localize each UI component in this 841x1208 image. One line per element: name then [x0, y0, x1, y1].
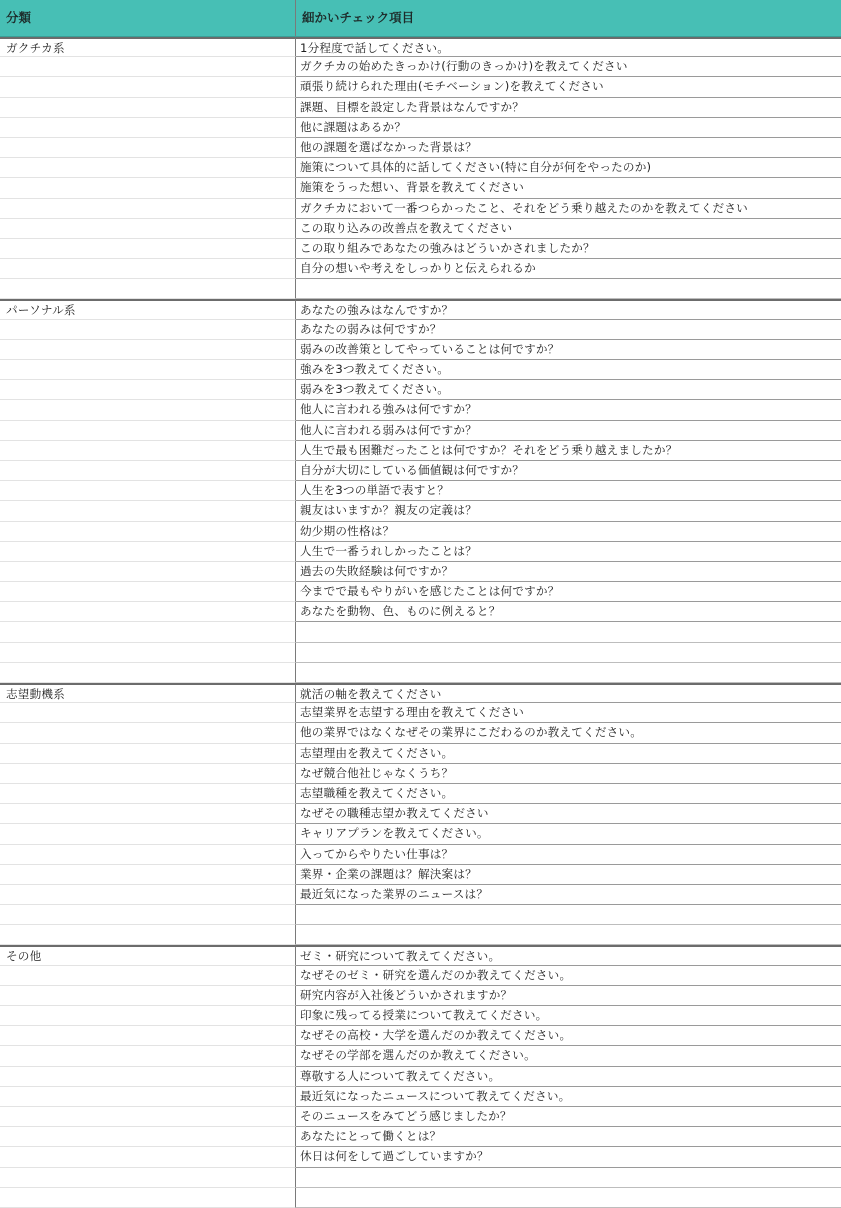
- empty-cell[interactable]: [0, 562, 296, 582]
- table-row: [0, 118, 841, 138]
- table-row: [0, 299, 841, 319]
- empty-cell[interactable]: [0, 764, 296, 784]
- check-item-cell[interactable]: 弱みを3つ教えてください。: [296, 380, 841, 400]
- header-check-items[interactable]: 細かいチェック項目: [302, 10, 415, 25]
- empty-row: [0, 925, 841, 945]
- check-item-cell[interactable]: 業界・企業の課題は？解決案は？: [296, 865, 841, 885]
- empty-cell[interactable]: [296, 1168, 841, 1188]
- check-item-cell[interactable]: ゼミ・研究について教えてください。: [296, 945, 841, 965]
- empty-cell[interactable]: [0, 441, 296, 461]
- check-item-cell[interactable]: 強みを3つ教えてください。: [296, 360, 841, 380]
- empty-cell[interactable]: [0, 966, 296, 986]
- check-item-cell[interactable]: なぜそのゼミ・研究を選んだのか教えてください。: [296, 966, 841, 986]
- check-item-cell[interactable]: 1分程度で話してください。: [296, 37, 841, 57]
- check-item-cell[interactable]: ガクチカにおいて一番つらかったこと、それをどう乗り越えたのかを教えてください: [296, 199, 841, 219]
- empty-cell[interactable]: [0, 986, 296, 1006]
- table-row: [0, 461, 841, 481]
- empty-cell[interactable]: [0, 824, 296, 844]
- empty-cell[interactable]: [296, 622, 841, 642]
- table-row: [0, 845, 841, 865]
- check-item-cell[interactable]: あなたの強みはなんですか？: [296, 299, 841, 319]
- table-row: [0, 360, 841, 380]
- check-item-cell[interactable]: 他人に言われる弱みは何ですか？: [296, 421, 841, 441]
- empty-cell[interactable]: [0, 320, 296, 340]
- empty-cell[interactable]: [0, 1147, 296, 1167]
- check-item-cell[interactable]: キャリアプランを教えてください。: [296, 824, 841, 844]
- empty-cell[interactable]: [0, 542, 296, 562]
- empty-cell[interactable]: [296, 643, 841, 663]
- empty-row: [0, 622, 841, 642]
- check-item-cell[interactable]: 人生で一番うれしかったことは？: [296, 542, 841, 562]
- empty-cell[interactable]: [296, 905, 841, 925]
- table-row: [0, 865, 841, 885]
- check-item-cell[interactable]: 人生で最も困難だったことは何ですか？それをどう乗り越えましたか？: [296, 441, 841, 461]
- header-category[interactable]: 分類: [0, 0, 296, 36]
- empty-cell[interactable]: [296, 279, 841, 299]
- table-row: [0, 340, 841, 360]
- check-item-cell[interactable]: 課題、目標を設定した背景はなんですか？: [296, 98, 841, 118]
- table-row: [0, 703, 841, 723]
- empty-cell[interactable]: [0, 1006, 296, 1026]
- table-row: [0, 57, 841, 77]
- table-row: [0, 400, 841, 420]
- empty-row: [0, 1168, 841, 1188]
- empty-cell[interactable]: [0, 138, 296, 158]
- empty-cell[interactable]: [0, 178, 296, 198]
- check-item-cell[interactable]: 自分の想いや考えをしっかりと伝えられるか: [296, 259, 841, 279]
- empty-cell[interactable]: [296, 1188, 841, 1208]
- table-row: [0, 602, 841, 622]
- empty-cell[interactable]: [0, 77, 296, 97]
- check-item-cell[interactable]: 志望理由を教えてください。: [296, 744, 841, 764]
- check-item-cell[interactable]: なぜその学部を選んだのか教えてください。: [296, 1046, 841, 1066]
- empty-cell[interactable]: [0, 421, 296, 441]
- table-row: [0, 764, 841, 784]
- table-row: [0, 1147, 841, 1167]
- empty-cell[interactable]: [0, 925, 296, 945]
- empty-row: [0, 643, 841, 663]
- empty-cell[interactable]: [0, 158, 296, 178]
- table-row: [0, 239, 841, 259]
- check-item-cell[interactable]: 志望業界を志望する理由を教えてください: [296, 703, 841, 723]
- check-item-cell[interactable]: 頑張り続けられた理由(モチベーション)を教えてください: [296, 77, 841, 97]
- table-row: [0, 522, 841, 542]
- table-row: [0, 966, 841, 986]
- empty-cell[interactable]: [0, 522, 296, 542]
- check-item-cell[interactable]: あなたの弱みは何ですか？: [296, 320, 841, 340]
- check-item-cell[interactable]: 研究内容が入社後どういかされますか？: [296, 986, 841, 1006]
- check-item-cell[interactable]: 他に課題はあるか？: [296, 118, 841, 138]
- empty-cell[interactable]: [0, 1188, 296, 1208]
- check-item-cell[interactable]: なぜ競合他社じゃなくうち？: [296, 764, 841, 784]
- check-item-cell[interactable]: あなたにとって働くとは？: [296, 1127, 841, 1147]
- empty-cell[interactable]: [0, 239, 296, 259]
- table-row: [0, 885, 841, 905]
- empty-cell[interactable]: [0, 1067, 296, 1087]
- check-item-cell[interactable]: 休日は何をして過ごしていますか？: [296, 1147, 841, 1167]
- check-item-cell[interactable]: 志望職種を教えてください。: [296, 784, 841, 804]
- check-item-cell[interactable]: 弱みの改善策としてやっていることは何ですか？: [296, 340, 841, 360]
- category-cell[interactable]: パーソナル系: [0, 299, 296, 319]
- empty-cell[interactable]: [0, 643, 296, 663]
- empty-row: [0, 663, 841, 683]
- check-item-cell[interactable]: そのニュースをみてどう感じましたか？: [296, 1107, 841, 1127]
- empty-cell[interactable]: [0, 118, 296, 138]
- empty-cell[interactable]: [296, 925, 841, 945]
- empty-cell[interactable]: [0, 98, 296, 118]
- table-row: [0, 380, 841, 400]
- empty-cell[interactable]: [0, 804, 296, 824]
- empty-cell[interactable]: [0, 1107, 296, 1127]
- check-item-cell[interactable]: 他の業界ではなくなぜその業界にこだわるのか教えてください。: [296, 723, 841, 743]
- table-row: [0, 320, 841, 340]
- empty-cell[interactable]: [0, 380, 296, 400]
- table-row: [0, 562, 841, 582]
- check-item-cell[interactable]: 自分が大切にしている価値観は何ですか？: [296, 461, 841, 481]
- table-row: [0, 1026, 841, 1046]
- table-row: [0, 804, 841, 824]
- table-row: [0, 1127, 841, 1147]
- table-row: [0, 723, 841, 743]
- table-row: [0, 1067, 841, 1087]
- empty-cell[interactable]: [0, 865, 296, 885]
- check-item-cell[interactable]: 入ってからやりたい仕事は？: [296, 845, 841, 865]
- check-item-cell[interactable]: 他の課題を選ばなかった背景は？: [296, 138, 841, 158]
- table-body: [0, 37, 841, 1208]
- empty-cell[interactable]: [0, 1026, 296, 1046]
- empty-row: [0, 279, 841, 299]
- table-row: [0, 421, 841, 441]
- empty-cell[interactable]: [0, 279, 296, 299]
- empty-cell[interactable]: [0, 784, 296, 804]
- empty-row: [0, 1188, 841, 1208]
- check-item-cell[interactable]: あなたを動物、色、ものに例えると？: [296, 602, 841, 622]
- table-row: [0, 77, 841, 97]
- table-row: [0, 582, 841, 602]
- check-item-cell[interactable]: なぜその高校・大学を選んだのか教えてください。: [296, 1026, 841, 1046]
- empty-cell[interactable]: [0, 582, 296, 602]
- check-item-cell[interactable]: 幼少期の性格は？: [296, 522, 841, 542]
- check-item-cell[interactable]: なぜその職種志望か教えてください: [296, 804, 841, 824]
- table-row: [0, 158, 841, 178]
- check-item-cell[interactable]: 他人に言われる強みは何ですか？: [296, 400, 841, 420]
- check-item-cell[interactable]: 印象に残ってる授業について教えてください。: [296, 1006, 841, 1026]
- check-item-cell[interactable]: 尊敬する人について教えてください。: [296, 1067, 841, 1087]
- table-row: [0, 481, 841, 501]
- empty-cell[interactable]: [0, 703, 296, 723]
- empty-row: [0, 905, 841, 925]
- table-row: [0, 784, 841, 804]
- check-item-cell[interactable]: 人生を3つの単語で表すと？: [296, 481, 841, 501]
- empty-cell[interactable]: [0, 360, 296, 380]
- table-row: [0, 178, 841, 198]
- table-row: [0, 98, 841, 118]
- empty-cell[interactable]: [0, 1127, 296, 1147]
- table-row: [0, 1046, 841, 1066]
- empty-cell[interactable]: [0, 885, 296, 905]
- check-item-cell[interactable]: 施策について具体的に話してください(特に自分が何をやったのか): [296, 158, 841, 178]
- table-row: [0, 744, 841, 764]
- table-row: [0, 441, 841, 461]
- header-row: [0, 0, 841, 37]
- empty-cell[interactable]: [0, 340, 296, 360]
- check-item-cell[interactable]: この取り組みであなたの強みはどういかされましたか？: [296, 239, 841, 259]
- table-row: [0, 1107, 841, 1127]
- empty-cell[interactable]: [296, 663, 841, 683]
- category-cell[interactable]: 志望動機系: [0, 683, 296, 703]
- check-item-cell[interactable]: 今までで最もやりがいを感じたことは何ですか？: [296, 582, 841, 602]
- category-cell[interactable]: その他: [0, 945, 296, 965]
- table-row: [0, 1087, 841, 1107]
- table-row: [0, 683, 841, 703]
- empty-cell[interactable]: [0, 259, 296, 279]
- table-row: [0, 945, 841, 965]
- check-item-cell[interactable]: 施策をうった想い、背景を教えてください: [296, 178, 841, 198]
- table-row: [0, 199, 841, 219]
- check-item-cell[interactable]: 最近気になった業界のニュースは？: [296, 885, 841, 905]
- table-row: [0, 219, 841, 239]
- empty-cell[interactable]: [0, 461, 296, 481]
- category-cell[interactable]: ガクチカ系: [0, 37, 296, 57]
- empty-cell[interactable]: [0, 501, 296, 521]
- check-item-cell[interactable]: 過去の失敗経験は何ですか？: [296, 562, 841, 582]
- check-item-cell[interactable]: 最近気になったニュースについて教えてください。: [296, 1087, 841, 1107]
- check-item-cell[interactable]: この取り込みの改善点を教えてください: [296, 219, 841, 239]
- table-row: [0, 542, 841, 562]
- table-row: [0, 501, 841, 521]
- empty-cell[interactable]: [0, 845, 296, 865]
- table-row: [0, 37, 841, 57]
- empty-cell[interactable]: [0, 602, 296, 622]
- empty-cell[interactable]: [0, 199, 296, 219]
- empty-cell[interactable]: [0, 1046, 296, 1066]
- empty-cell[interactable]: [0, 1087, 296, 1107]
- empty-cell[interactable]: [0, 481, 296, 501]
- empty-cell[interactable]: [0, 663, 296, 683]
- empty-cell[interactable]: [0, 1168, 296, 1188]
- check-item-cell[interactable]: ガクチカの始めたきっかけ(行動のきっかけ)を教えてください: [296, 57, 841, 77]
- table-row: [0, 1006, 841, 1026]
- empty-cell[interactable]: [0, 57, 296, 77]
- empty-cell[interactable]: [0, 723, 296, 743]
- empty-cell[interactable]: [0, 905, 296, 925]
- check-item-cell[interactable]: 就活の軸を教えてください: [296, 683, 841, 703]
- table-row: [0, 259, 841, 279]
- empty-cell[interactable]: [0, 622, 296, 642]
- empty-cell[interactable]: [0, 219, 296, 239]
- empty-cell[interactable]: [0, 744, 296, 764]
- table-row: [0, 138, 841, 158]
- table-row: [0, 824, 841, 844]
- table-row: [0, 986, 841, 1006]
- check-item-cell[interactable]: 親友はいますか？親友の定義は？: [296, 501, 841, 521]
- empty-cell[interactable]: [0, 400, 296, 420]
